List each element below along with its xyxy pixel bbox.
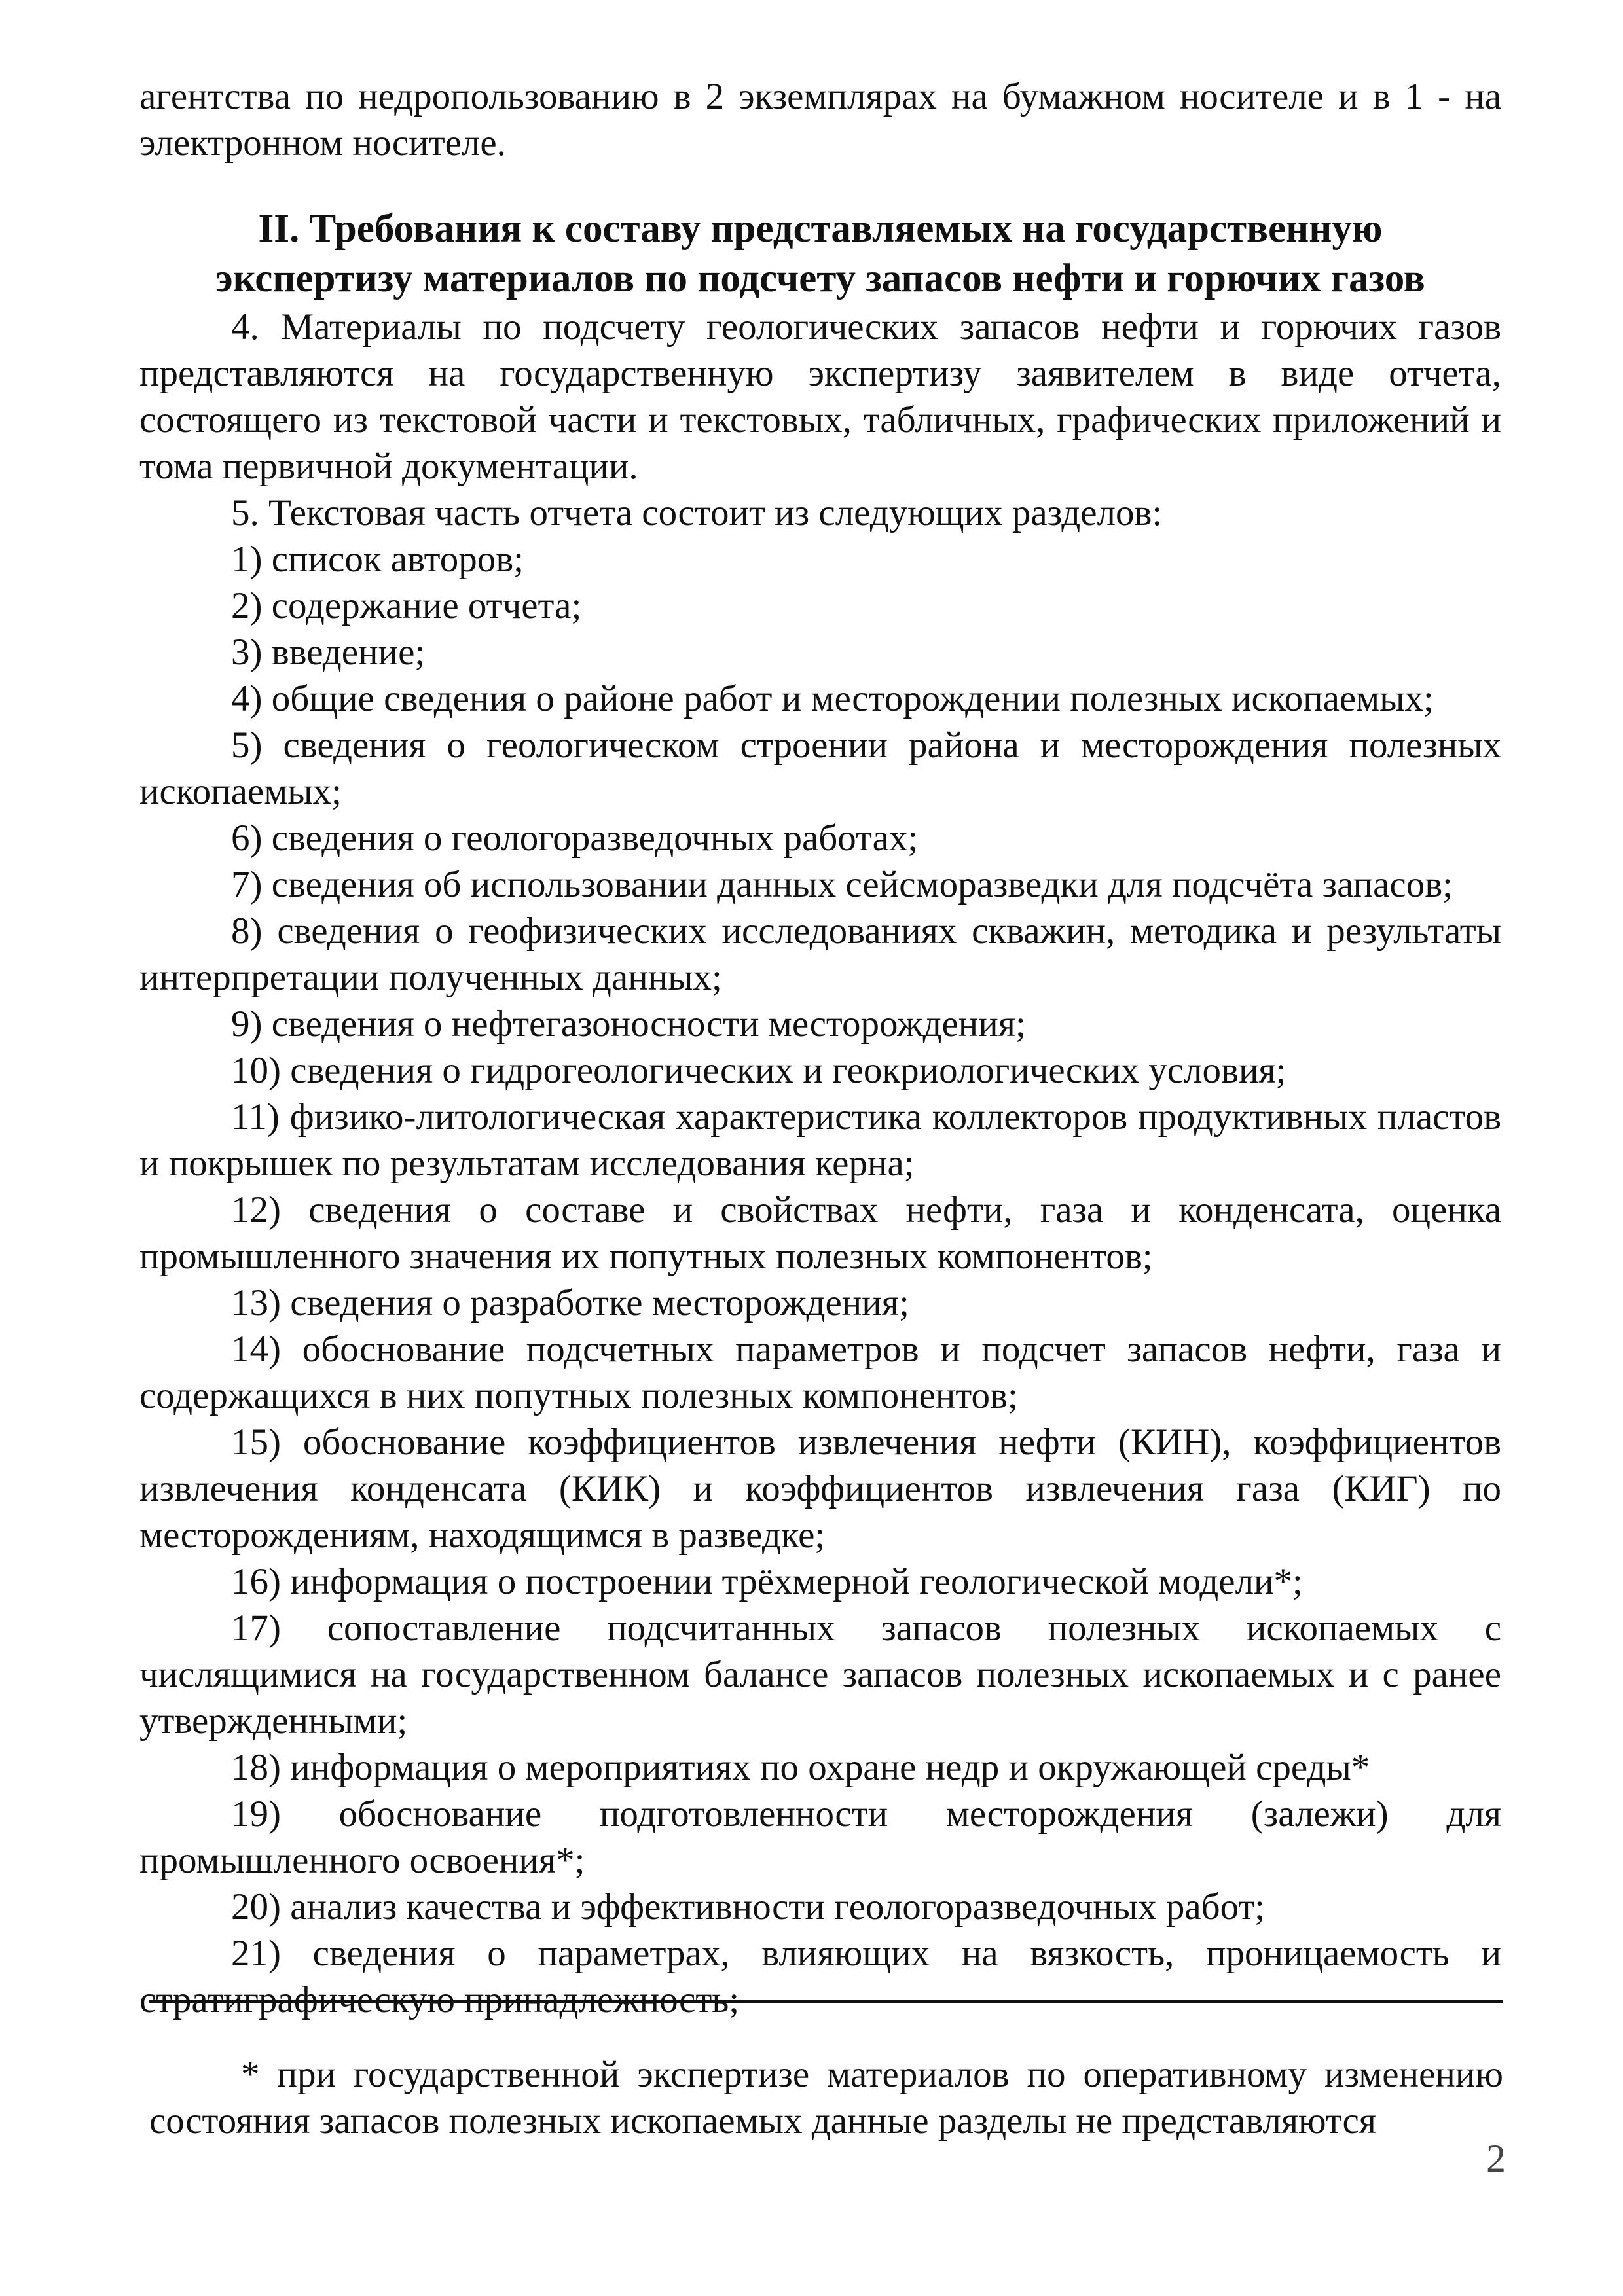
section-title-line-1: II. Требования к составу представляемых на государственную (258, 207, 1383, 251)
list-item-6: 6) сведения о геологоразведочных работах; (231, 817, 919, 859)
list-item-7: 7) сведения об использовании данных сейсморазведки для подсчёта запасов; (231, 864, 1453, 905)
list-item-8: 8) сведения о геофизических исследованиях скважин, методика и результаты интерпретации полученных данных; (139, 910, 1501, 998)
footnote-divider (149, 2000, 1503, 2003)
paragraph-5: 5. Текстовая часть отчета состоит из следующих разделов: (231, 492, 1163, 533)
list-item-10: 10) сведения о гидрогеологических и геокриологических условия; (231, 1050, 1286, 1091)
paragraph-4: 4. Материалы по подсчету геологических запасов нефти и горючих газов представляются на государственную экспертизу заявителем в виде отчета, состоящего из текстовой части и текстовых, табличных, графических приложений и тома первичной документации. (139, 306, 1501, 487)
list-item-19: 19) обоснование подготовленности месторождения (залежи) для промышленного освоения*; (139, 1793, 1501, 1881)
list-item-20: 20) анализ качества и эффективности геологоразведочных работ; (231, 1886, 1266, 1928)
footnote-text: * при государственной экспертизе материалов по оперативному изменению состояния запасов полезных ископаемых данные разделы не представляются (149, 2054, 1503, 2142)
intro-paragraph: агентства по недропользованию в 2 экземплярах на бумажном носителе и в 1 - на электронном носителе. (139, 76, 1501, 164)
sections-list (139, 536, 1501, 2023)
list-item-17: 17) сопоставление подсчитанных запасов полезных ископаемых с числящимися на государственном балансе запасов полезных ископаемых и с ранее утвержденными; (139, 1607, 1501, 1742)
list-item-1: 1) список авторов; (231, 539, 524, 580)
list-item-12: 12) сведения о составе и свойствах нефти, газа и конденсата, оценка промышленного значения их попутных полезных компонентов; (139, 1189, 1501, 1277)
list-item-3: 3) введение; (231, 632, 426, 673)
document-body (139, 73, 1501, 2023)
list-item-4: 4) общие сведения о районе работ и месторождении полезных ископаемых; (231, 678, 1434, 719)
list-item-14: 14) обоснование подсчетных параметров и подсчет запасов нефти, газа и содержащихся в них попутных полезных компонентов; (139, 1329, 1501, 1416)
section-heading (139, 204, 1501, 304)
list-item-5: 5) сведения о геологическом строении района и месторождения полезных ископаемых; (139, 725, 1501, 812)
list-item-15: 15) обоснование коэффициентов извлечения нефти (КИН), коэффициентов извлечения конденсата (КИК) и коэффициентов извлечения газа (КИГ) по месторождениям, находящимся в разведке; (139, 1422, 1501, 1556)
list-item-13: 13) сведения о разработке месторождения; (231, 1282, 909, 1323)
list-item-11: 11) физико-литологическая характеристика коллекторов продуктивных пластов и покрышек по результатам исследования керна; (139, 1096, 1501, 1184)
list-item-18: 18) информация о мероприятиях по охране недр и окружающей среды* (231, 1747, 1370, 1788)
list-item-16: 16) информация о построении трёхмерной геологической модели*; (231, 1561, 1303, 1602)
list-item-21: 21) сведения о параметрах, влияющих на вязкость, проницаемость и стратиграфическую принадлежность; (139, 1933, 1501, 2020)
list-item-9: 9) сведения о нефтегазоносности месторождения; (231, 1003, 1026, 1045)
page-number: 2 (1486, 2137, 1506, 2180)
list-item-2: 2) содержание отчета; (231, 585, 582, 626)
section-title-line-2: экспертизу материалов по подсчету запасов нефти и горючих газов (215, 257, 1425, 300)
